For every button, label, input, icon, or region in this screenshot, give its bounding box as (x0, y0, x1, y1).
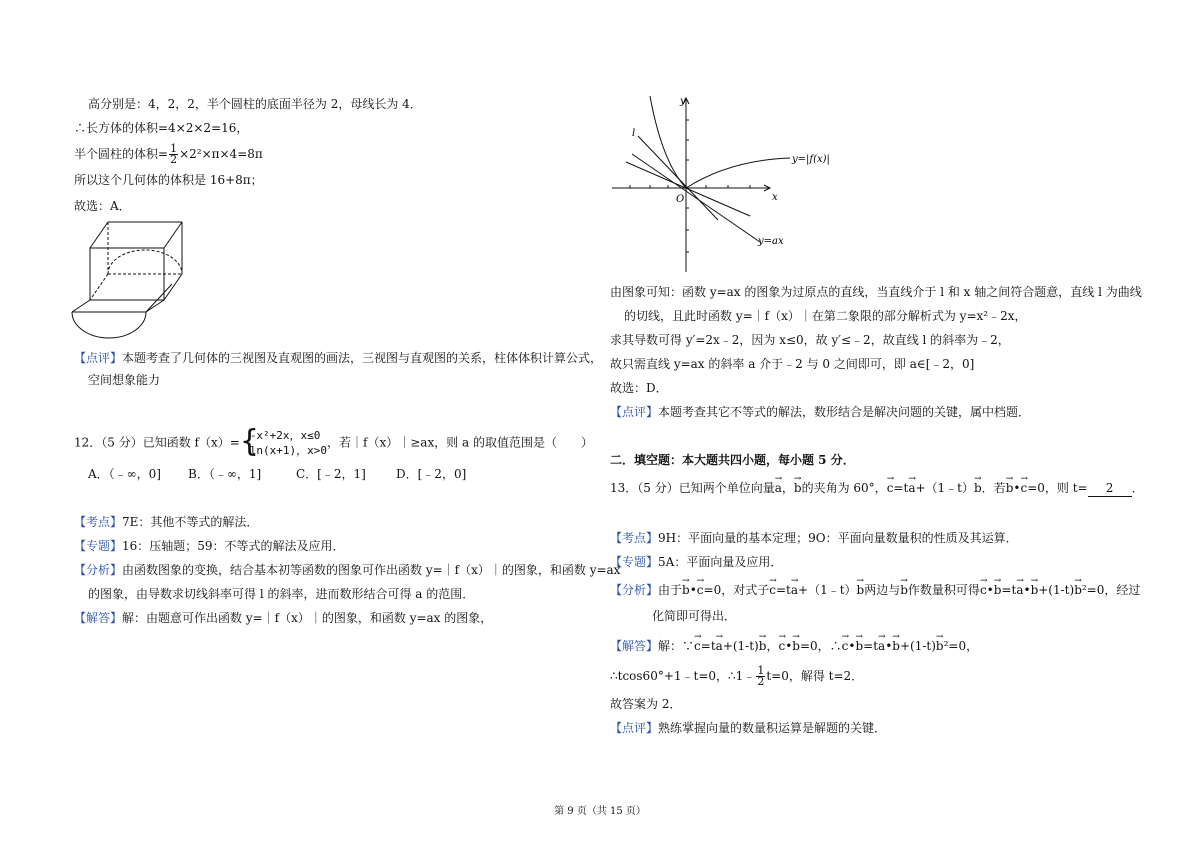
question-12: 12．（5 分）已知函数 f（x）= { -x²+2x，x≤0 ln(x+1)，x>0 ，若｜f（x）｜≥ax，则 a 的取值范围是（ ） (74, 424, 594, 459)
text-line: 化简即可得出． (652, 609, 737, 623)
comment-line: 【点评】熟练掌握向量的数量积运算是解题的关键． (610, 721, 887, 735)
curve-label: y=|f(x)| (792, 154, 830, 165)
text-line: ∴tcos60°+1﹣t=0，∴1﹣ $\frac{1}{2}$ t=0，解得 t=2． (610, 664, 864, 688)
comment-line: 【点评】本题考查其它不等式的解法，数形结合是解决问题的关键，属中档题． (610, 405, 1031, 419)
text-line: 故选：A． (74, 199, 131, 213)
line-l-label: l (632, 128, 636, 139)
comment-line: 【点评】本题考查了几何体的三视图及直观图的画法，三视图与直观图的关系，柱体体积计算公式， (74, 351, 603, 365)
answer-blank: 2 (1088, 480, 1132, 497)
option-b: B．（﹣∞，1] (188, 467, 262, 481)
text-line: 空间想象能力 (88, 373, 161, 387)
origin-label: O (676, 194, 685, 205)
line-ax-label: y=ax (758, 236, 784, 247)
function-graph (610, 92, 850, 278)
jieda-line: 【解答】解：∵→ c=t→ a+(1-t)→ b，→ c•→ b=0，∴→ c•→ b=t→ a•→ b+(1-t)→ b²=0， (610, 638, 978, 654)
option-a: A．（﹣∞，0] (88, 467, 161, 481)
text-line: 半个圆柱的体积= $\frac{1}{2}$ ×2²×π×4=8π (74, 142, 263, 166)
zhuanti-line: 【专题】5A：平面向量及应用． (610, 555, 783, 569)
text-line: 所以这个几何体的体积是 16+8π； (74, 173, 263, 187)
fraction: $\frac{1}{2}$ (757, 664, 765, 688)
comment-tag: 【点评】 (74, 351, 123, 365)
text-line: 求其导数可得 y′=2x﹣2，因为 x≤0，故 y′≤﹣2，故直线 l 的斜率为﹣2， (610, 333, 1010, 347)
solid-figure (68, 216, 188, 344)
jieda-line: 【解答】解：由题意可作出函数 y=｜f（x）｜的图象，和函数 y=ax 的图象， (74, 611, 493, 625)
text-line: 高分别是：4，2，2，半个圆柱的底面半径为 2，母线长为 4． (88, 97, 422, 111)
fenxi-line: 【分析】由于→ b•→ c=0，对式子→ c=t→ a+（1﹣t）→ b两边与→ b作数量积可得→ c•→ b=t→ a•→ b+(1-t)→ b²=0，经过 (610, 582, 1140, 598)
question-13: 13．（5 分）已知两个单位向量→ a，→ b的夹角为 60°，→ c=t→ a+（1﹣t）→ b．若→ b•→ c=0，则 t= 2 ． (610, 480, 1144, 497)
kaodian-line: 【考点】7E：其他不等式的解法． (74, 515, 259, 529)
text-line: 由图象可知：函数 y=ax 的图象为过原点的直线，当直线介于 l 和 x 轴之间符合题意，直线 l 为曲线 (610, 285, 1142, 299)
text-line: 的图象，由导数求切线斜率可得 l 的斜率，进而数形结合可得 a 的范围． (88, 587, 475, 601)
text-line: 的切线，且此时函数 y=｜f（x）｜在第二象限的部分解析式为 y=x²﹣2x， (624, 309, 1027, 323)
section-heading: 二．填空题：本大题共四小题，每小题 5 分． (610, 453, 855, 467)
x-axis-label: x (772, 192, 778, 203)
zhuanti-line: 【专题】16：压轴题；59：不等式的解法及应用． (74, 539, 345, 553)
text-line: ∴长方体的体积=4×2×2=16， (74, 121, 249, 135)
text-line: 故选：D． (610, 381, 668, 395)
option-d: D．[﹣2，0] (396, 467, 467, 481)
piecewise-function: { -x²+2x，x≤0 ln(x+1)，x>0 (239, 424, 328, 459)
kaodian-line: 【考点】9H：平面向量的基本定理；9O：平面向量数量积的性质及其运算． (610, 531, 1018, 545)
fraction: $\frac{1}{2}$ (170, 142, 178, 166)
page-footer: 第 9 页（共 15 页） (554, 806, 646, 817)
option-c: C．[﹣2，1] (296, 467, 366, 481)
text-line: 故只需直线 y=ax 的斜率 a 介于﹣2 与 0 之间即可，即 a∈[﹣2，0] (610, 357, 975, 371)
y-axis-label: y (680, 96, 686, 107)
fenxi-line: 【分析】由函数图象的变换，结合基本初等函数的图象可作出函数 y=｜f（x）｜的图象，和函数 y=ax (74, 563, 621, 577)
text-line: 故答案为 2． (610, 697, 682, 711)
